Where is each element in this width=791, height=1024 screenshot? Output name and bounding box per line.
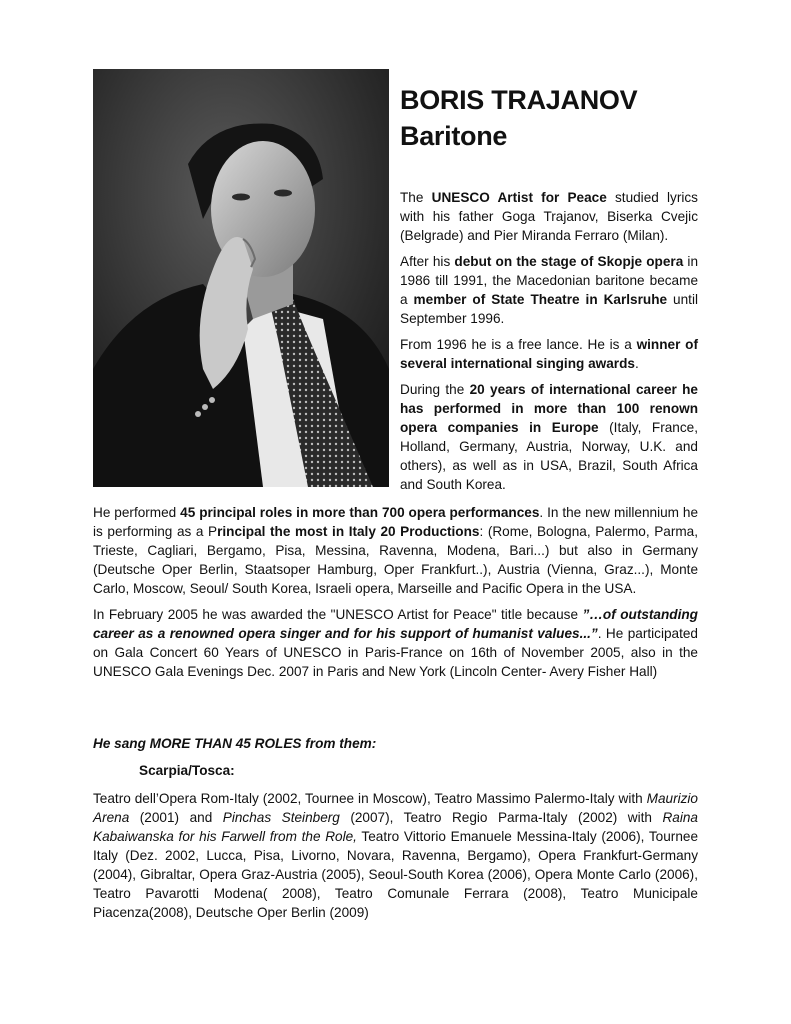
bio-right-column	[400, 188, 698, 501]
portrait-photo-icon	[93, 69, 389, 487]
bio-paragraph: During the 20 years of international career he has performed in more than 100 renown opera companies in Europe (Italy, France, Holland, Germany, Austria, Norway, U.K. and others), as well as in USA, Brazil, South Africa and South Korea.	[400, 382, 698, 492]
role-venues-paragraph: Teatro dell’Opera Rom-Italy (2002, Tournee in Moscow), Teatro Massimo Palermo-Italy with Maurizio Arena (2001) and Pinchas Steinberg (2007), Teatro Regio Parma-Italy (2002) with Raina Kabaiwanska for his Farwell from the Role, Teatro Vittorio Emanuele Messina-Italy (2006), Tournee Italy (Dez. 2002, Lucca, Pisa, Livorno, Novara, Ravenna, Bergamo), Opera Frankfurt-Germany (2004), Gibraltar, Opera Graz-Austria (2005), Seoul-South Korea (2006), Opera Monte Carlo (2006), Teatro Pavarotti Modena( 2008), Teatro Comunale Ferrara (2008), Teatro Municipale Piacenza(2008), Deutsche Oper Berlin (2009)	[93, 791, 699, 920]
title-voice-type: Baritone	[400, 121, 508, 151]
page-title	[400, 82, 637, 154]
bio-full-width	[93, 503, 698, 688]
bio-paragraph: He performed 45 principal roles in more than 700 opera performances. In the new millennium he is performing as a Principal the most in Italy 20 Productions: (Rome, Bologna, Palermo, Parma, Trieste, Cagliari, Bergamo, Pisa, Messina, Ravenna, Modena, Bari...) but also in Germany (Deutsche Oper Berlin, Staatsoper Hamburg, Oper Frankfurt..), Austria (Vienna, Graz...), Monte Carlo, Moscow, Seoul/ South Korea, Israeli opera, Marseille and Pacific Opera in the USA.	[93, 505, 699, 596]
roles-heading: He sang MORE THAN 45 ROLES from them:	[93, 736, 377, 751]
title-name: BORIS TRAJANOV	[400, 85, 638, 115]
bio-paragraph: After his debut on the stage of Skopje opera in 1986 till 1991, the Macedonian baritone became a member of State Theatre in Karlsruhe until September 1996.	[400, 254, 699, 326]
bio-paragraph: In February 2005 he was awarded the "UNESCO Artist for Peace" title because ”…of outstanding career as a renowned opera singer and for his support of humanist values...”. He participated on Gala Concert 60 Years of UNESCO in Paris-France on 16th of November 2005, also in the UNESCO Gala Evenings Dec. 2007 in Paris and New York (Lincoln Center- Avery Fisher Hall)	[93, 607, 698, 679]
bio-paragraph: The UNESCO Artist for Peace studied lyrics with his father Goga Trajanov, Biserka Cvejic (Belgrade) and Pier Miranda Ferraro (Milan).	[400, 190, 698, 243]
role-title: Scarpia/Tosca:	[139, 763, 235, 778]
role-venues	[93, 789, 698, 929]
portrait-photo	[93, 69, 389, 487]
bio-paragraph: From 1996 he is a free lance. He is a winner of several international singing awards.	[400, 337, 698, 371]
